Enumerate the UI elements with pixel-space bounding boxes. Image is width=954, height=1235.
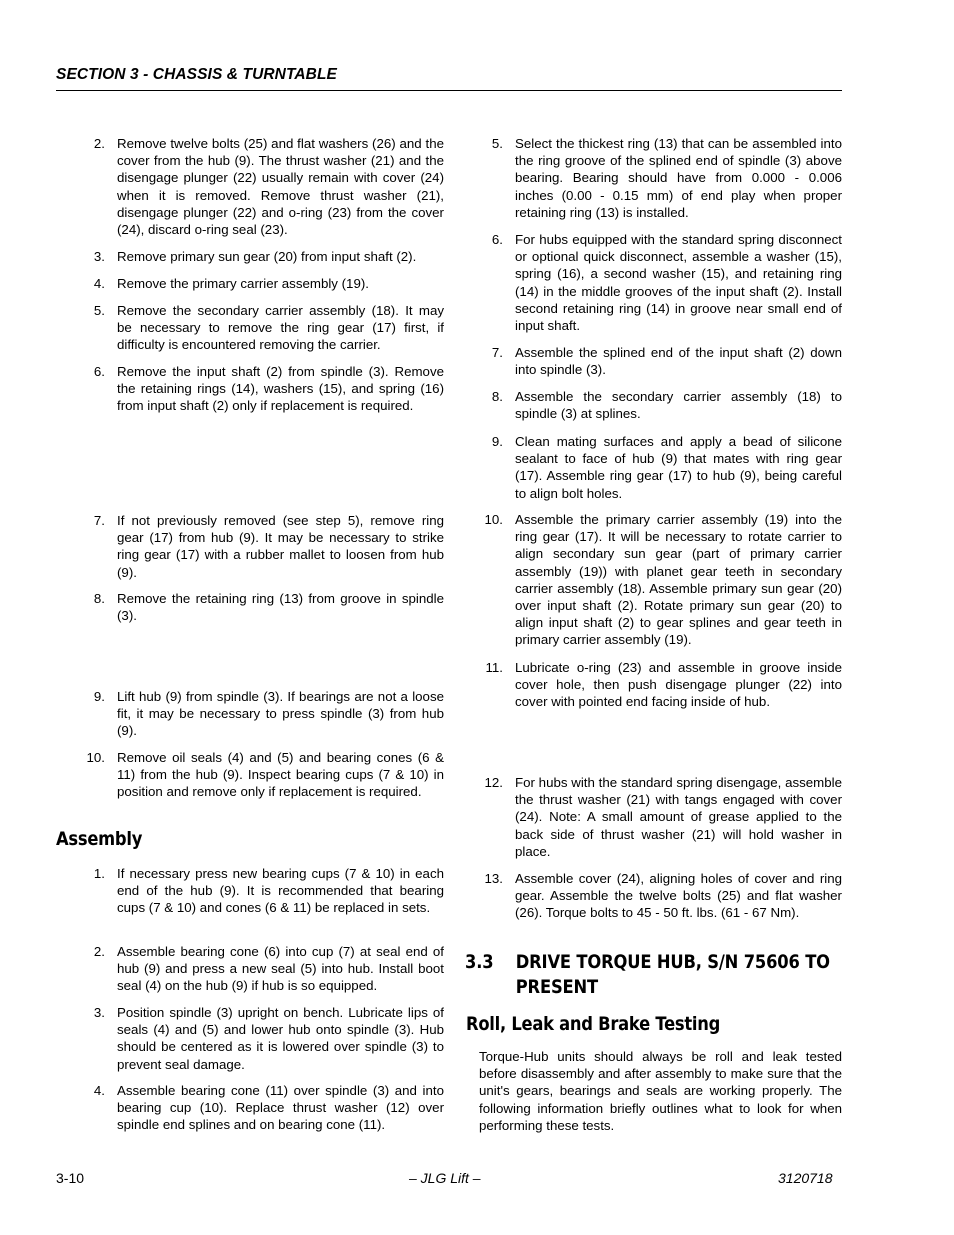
roll-leak-brake-heading: Roll, Leak and Brake Testing <box>466 1013 721 1035</box>
section-number: 3.3 <box>465 951 494 973</box>
section-heading <box>465 950 861 1000</box>
section-title-cont: PRESENT <box>515 976 599 998</box>
header-divider <box>56 90 842 91</box>
page-number: 3-10 <box>56 1170 85 1186</box>
testing-paragraph: Torque-Hub units should always be roll and leak tested before disassembly and after assembly to make sure that the unit's gears, bearings and seals are working properly. The following information briefly outlines what to look for when performing these tests. <box>479 1049 842 1133</box>
document-number: 3120718 <box>778 1170 833 1186</box>
assembly-heading: Assembly <box>56 828 143 850</box>
section-title: DRIVE TORQUE HUB, S/N 75606 TO <box>515 951 830 973</box>
footer-publisher: – JLG Lift – <box>409 1170 481 1186</box>
section-header: SECTION 3 - CHASSIS & TURNTABLE <box>56 66 337 83</box>
